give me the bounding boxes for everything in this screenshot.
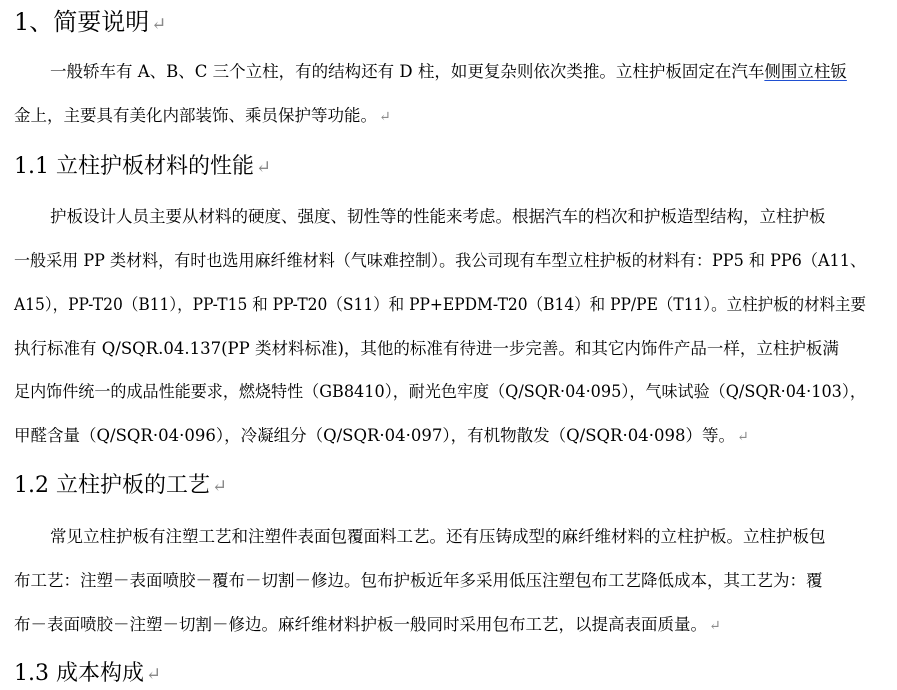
intro-text: 金上，主要具有美化内部装饰、乘员保护等功能。 <box>14 106 377 125</box>
process-line <box>14 614 721 637</box>
process-text: 布工艺：注塑－表面喷胶－覆布－切割－修边。包布护板近年多采用低压注塑包布工艺降低成本，其工艺为：覆 <box>14 571 823 590</box>
materials-text: 护板设计人员主要从材料的硬度、强度、韧性等的性能来考虑。根据汽车的档次和护板造型结构，立柱护板 <box>50 207 826 226</box>
paragraph-mark-icon: ↵ <box>736 429 749 445</box>
heading-text: 1.3 成本构成 <box>14 661 144 686</box>
process-text: 布－表面喷胶－注塑－切割－修边。麻纤维材料护板一般同时采用包布工艺，以提高表面质量。 <box>14 615 707 634</box>
materials-line <box>14 425 749 448</box>
materials-line <box>14 338 839 360</box>
intro-text: 一般轿车有 A、B、C 三个立柱，有的结构还有 D 柱，如更复杂则依次类推。立柱护板固定在汽车 <box>50 62 765 81</box>
heading-text: 1.1 立柱护板材料的性能 <box>14 154 254 179</box>
materials-line <box>14 250 866 272</box>
heading-text: 1、简要说明 <box>14 8 150 36</box>
heading-material-properties <box>14 153 271 182</box>
process-line <box>50 526 826 548</box>
materials-text: 一般采用 PP 类材料，有时也选用麻纤维材料（气味难控制）。我公司现有车型立柱护板的材料有：PP5 和 PP6（A11、 <box>14 251 867 270</box>
paragraph-mark-icon: ↵ <box>255 157 272 178</box>
process-text: 常见立柱护板有注塑工艺和注塑件表面包覆面料工艺。还有压铸成型的麻纤维材料的立柱护板。立柱护板包 <box>50 527 826 546</box>
materials-text: A15），PP-T20（B11），PP-T15 和 PP-T20（S11）和 PP+EPDM-T20（B14）和 PP/PE（T11）。立柱护板的材料主要 <box>14 295 867 314</box>
heading-brief-description <box>14 7 166 40</box>
paragraph-mark-icon: ↵ <box>151 14 167 35</box>
paragraph-mark-icon: ↵ <box>145 664 162 685</box>
intro-line-2 <box>14 105 391 128</box>
heading-process <box>14 472 227 501</box>
paragraph-mark-icon: ↵ <box>709 618 721 634</box>
materials-text: 甲醛含量（Q/SQR·04·096），冷凝组分（Q/SQR·04·097），有机物散发（Q/SQR·04·098）等。 <box>14 426 735 445</box>
materials-line <box>50 206 826 228</box>
paragraph-mark-icon: ↵ <box>211 476 228 497</box>
materials-line <box>14 294 866 316</box>
heading-text: 1.2 立柱护板的工艺 <box>14 473 210 498</box>
intro-line-1 <box>50 61 847 83</box>
side-pillar-link[interactable]: 侧围立柱钣 <box>764 62 847 81</box>
materials-line <box>14 381 866 403</box>
heading-cost-structure <box>14 660 161 689</box>
materials-text: 足内饰件统一的成品性能要求，燃烧特性（GB8410），耐光色牢度（Q/SQR·04·095），气味试验（Q/SQR·04·103）， <box>14 382 866 401</box>
paragraph-mark-icon: ↵ <box>379 109 391 125</box>
materials-text: 执行标准有 Q/SQR.04.137(PP 类材料标准)，其他的标准有待进一步完善。和其它内饰件产品一样，立柱护板满 <box>14 339 839 358</box>
process-line <box>14 570 823 592</box>
